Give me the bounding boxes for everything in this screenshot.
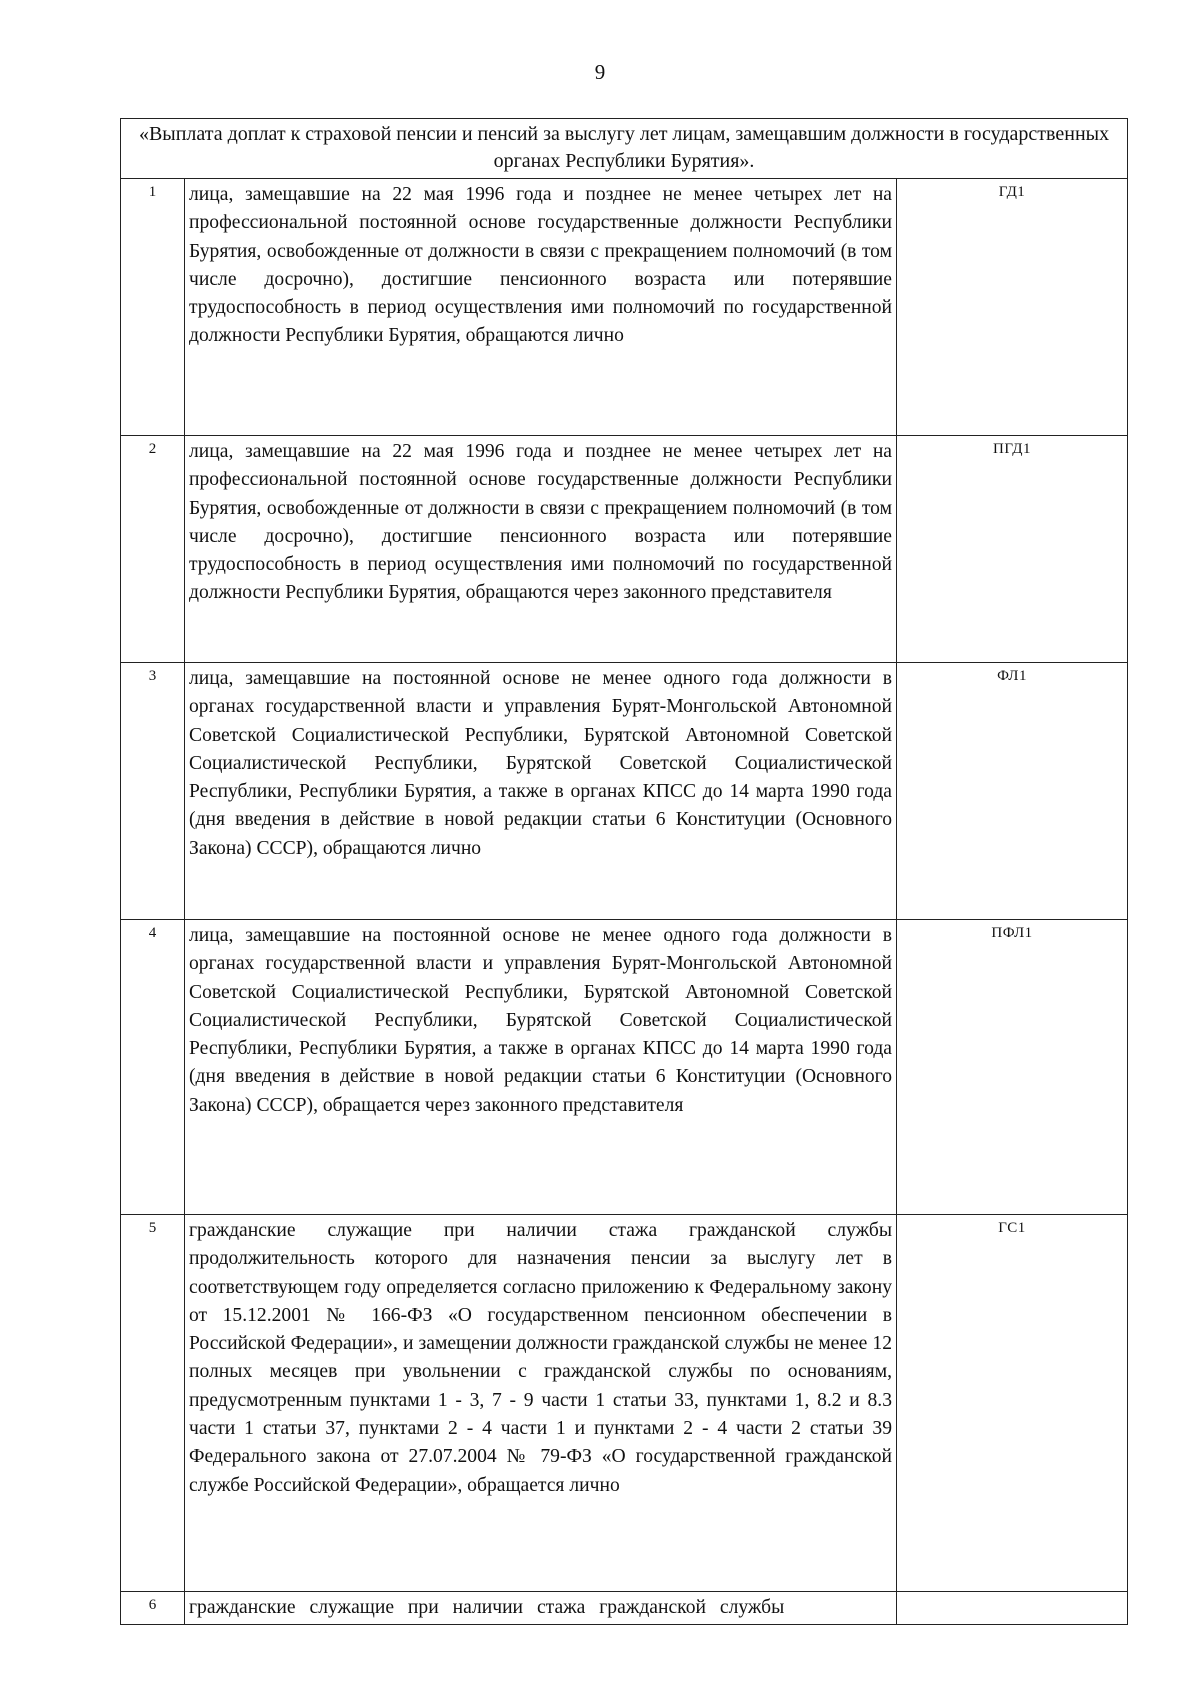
row-number: 6	[121, 1592, 185, 1625]
table-header-row	[121, 119, 1128, 179]
table-row	[121, 663, 1128, 920]
row-number: 2	[121, 436, 185, 663]
page-number: 9	[594, 60, 606, 84]
row-code	[897, 1592, 1128, 1625]
row-number: 5	[121, 1215, 185, 1592]
row-description: лица, замещавшие на постоянной основе не менее одного года должности в органах государственной власти и управления Бурят-Монгольской Автономной Советской Социалистической Республики, Бурятской Автономной Советской Социалистической Республики, Бурятской Советской Социалистической Республики, Республики Бурятия, а также в органах КПСС до 14 марта 1990 года (дня введения в действие в новой редакции статьи 6 Конституции (Основного Закона) СССР), обращаются лично	[185, 663, 897, 920]
table-row	[121, 1592, 1128, 1625]
table-row	[121, 179, 1128, 436]
row-number: 1	[121, 179, 185, 436]
row-description: лица, замещавшие на 22 мая 1996 года и позднее не менее четырех лет на профессиональной постоянной основе государственные должности Республики Бурятия, освобожденные от должности в связи с прекращением полномочий (в том числе досрочно), достигшие пенсионного возраста или потерявшие трудоспособность в период осуществления ими полномочий по государственной должности Республики Бурятия, обращаются через законного представителя	[185, 436, 897, 663]
row-number: 3	[121, 663, 185, 920]
row-description: лица, замещавшие на постоянной основе не менее одного года должности в органах государственной власти и управления Бурят-Монгольской Автономной Советской Социалистической Республики, Бурятской Автономной Советской Социалистической Республики, Бурятской Советской Социалистической Республики, Республики Бурятия, а также в органах КПСС до 14 марта 1990 года (дня введения в действие в новой редакции статьи 6 Конституции (Основного Закона) СССР), обращается через законного представителя	[185, 920, 897, 1215]
table-row	[121, 436, 1128, 663]
row-code: ГС1	[897, 1215, 1128, 1592]
row-number: 4	[121, 920, 185, 1215]
row-code: ГД1	[897, 179, 1128, 436]
row-description: гражданские служащие при наличии стажа гражданской службы	[185, 1592, 897, 1625]
row-code: ПФЛ1	[897, 920, 1128, 1215]
row-code: ПГД1	[897, 436, 1128, 663]
table-row	[121, 920, 1128, 1215]
row-code: ФЛ1	[897, 663, 1128, 920]
table-section-title: «Выплата доплат к страховой пенсии и пенсий за выслугу лет лицам, замещавшим должности в государственных органах Республики Бурятия».	[121, 119, 1128, 179]
row-description: лица, замещавшие на 22 мая 1996 года и позднее не менее четырех лет на профессиональной постоянной основе государственные должности Республики Бурятия, освобожденные от должности в связи с прекращением полномочий (в том числе досрочно), достигшие пенсионного возраста или потерявшие трудоспособность в период осуществления ими полномочий по государственной должности Республики Бурятия, обращаются лично	[185, 179, 897, 436]
table-row	[121, 1215, 1128, 1592]
row-description: гражданские служащие при наличии стажа гражданской службы продолжительность которого для назначения пенсии за выслугу лет в соответствующем году определяется согласно приложению к Федеральному закону от 15.12.2001 № 166-ФЗ «О государственном пенсионном обеспечении в Российской Федерации», и замещении должности гражданской службы не менее 12 полных месяцев при увольнении с гражданской службы по основаниям, предусмотренным пунктами 1 - 3, 7 - 9 части 1 статьи 33, пунктами 1, 8.2 и 8.3 части 1 статьи 37, пунктами 2 - 4 части 1 и пунктами 2 - 4 части 2 статьи 39 Федерального закона от 27.07.2004 № 79-ФЗ «О государственной гражданской службе Российской Федерации», обращается лично	[185, 1215, 897, 1592]
pension-categories-table	[120, 118, 1128, 1625]
